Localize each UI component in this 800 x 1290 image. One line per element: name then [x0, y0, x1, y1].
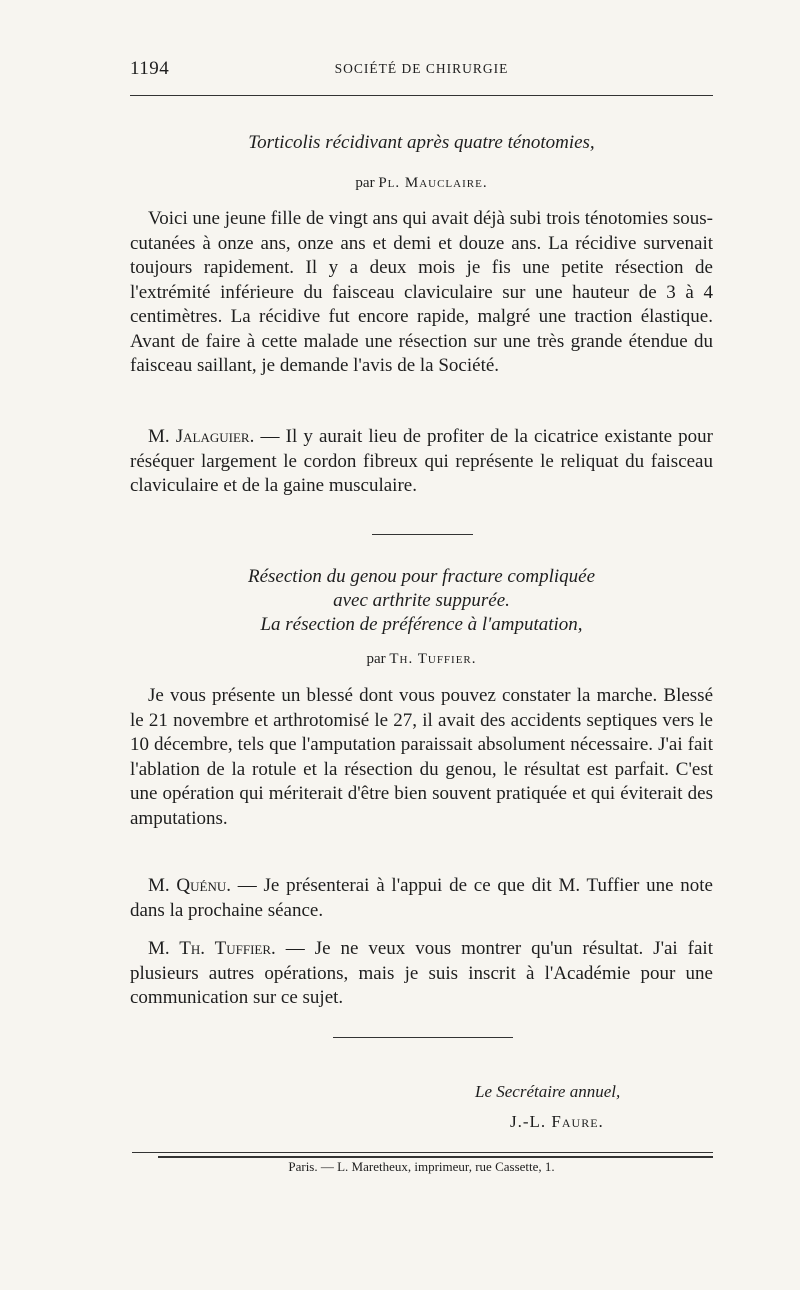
article-2-title-line-1: Résection du genou pour fracture compliquée — [247, 566, 596, 587]
article-2-paragraph: Je vous présente un blessé dont vous pouvez constater la marche. Blessé le 21 novembre et arthrotomisé le 27, il avait des accidents septiques vers le 10 décembre, tels que l'amputation paraissait absolument nécessaire. J'ai fait l'ablation de la rotule et la résection du genou, le résultat est parfait. C'est une opération qui mériterait d'être bien souvent pratiquée et qui éviterait des amputations. — [130, 685, 713, 829]
byline-author: Th. Tuffier. — [389, 651, 477, 667]
discussion-2 — [130, 874, 713, 923]
article-1-title-block — [130, 131, 713, 155]
footer-rule — [132, 1152, 713, 1153]
footer-rule-thick — [158, 1156, 713, 1158]
speaker-name: M. Th. Tuffier. — [148, 938, 276, 959]
closing-divider — [333, 1037, 513, 1038]
discussion-1 — [130, 425, 713, 499]
discussion-3-paragraph — [130, 937, 713, 1011]
speaker-remark: — Je présenterai à l'appui de ce que dit M. Tuffier une note dans la prochaine séance. — [130, 875, 713, 921]
byline-prefix: par — [355, 175, 375, 191]
printer-imprint: Paris. — L. Maretheux, imprimeur, rue Cassette, 1. — [288, 1159, 555, 1174]
signature-role: Le Secrétaire annuel, — [475, 1082, 621, 1101]
header-rule — [130, 95, 713, 96]
article-2-title-line-2: avec arthrite suppurée. — [333, 590, 510, 611]
running-head: SOCIÉTÉ DE CHIRURGIE — [334, 61, 509, 76]
page-number: 1194 — [130, 58, 170, 79]
page-header — [130, 58, 713, 84]
byline-author: Pl. Mauclaire. — [378, 175, 488, 191]
article-2-byline-block — [130, 648, 713, 670]
article-2-title-block — [130, 565, 713, 637]
article-1-byline-block — [130, 172, 713, 194]
article-1-body — [130, 207, 713, 379]
section-divider — [372, 534, 473, 535]
byline-prefix: par — [366, 651, 386, 667]
article-2-body — [130, 684, 713, 831]
article-2-byline — [130, 648, 713, 670]
article-2-title-line-3: La résection de préférence à l'amputation, — [260, 614, 583, 635]
discussion-1-paragraph — [130, 425, 713, 499]
signature-name: J.-L. Faure. — [510, 1112, 604, 1131]
speaker-name: M. Quénu. — [148, 875, 231, 896]
discussion-3 — [130, 937, 713, 1011]
speaker-remark: — Je ne veux vous montrer qu'un résultat. J'ai fait plusieurs autres opérations, mais je suis inscrit à l'Académie pour une communication sur ce sujet. — [130, 938, 713, 1008]
article-1-byline — [130, 172, 713, 194]
speaker-remark: — Il y aurait lieu de profiter de la cicatrice existante pour réséquer largement le cordon fibreux qui représente le reliquat du faisceau claviculaire et de la gaine musculaire. — [130, 426, 713, 496]
article-1-title: Torticolis récidivant après quatre ténotomies, — [248, 132, 595, 153]
article-1-paragraph: Voici une jeune fille de vingt ans qui avait déjà subi trois ténotomies sous-cutanées à onze ans, onze ans et demi et douze ans. La récidive survenait toujours rapidement. Il y a deux mois je fis une petite résection de l'extrémité inférieure du faisceau claviculaire sur une hauteur de 3 à 4 centimètres. La récidive fut encore rapide, malgré une traction élastique. Avant de faire à cette malade une résection sur une très grande étendue du faisceau saillant, je demande l'avis de la Société. — [130, 208, 713, 376]
speaker-name: M. Jalaguier. — [148, 426, 255, 447]
discussion-2-paragraph — [130, 874, 713, 923]
